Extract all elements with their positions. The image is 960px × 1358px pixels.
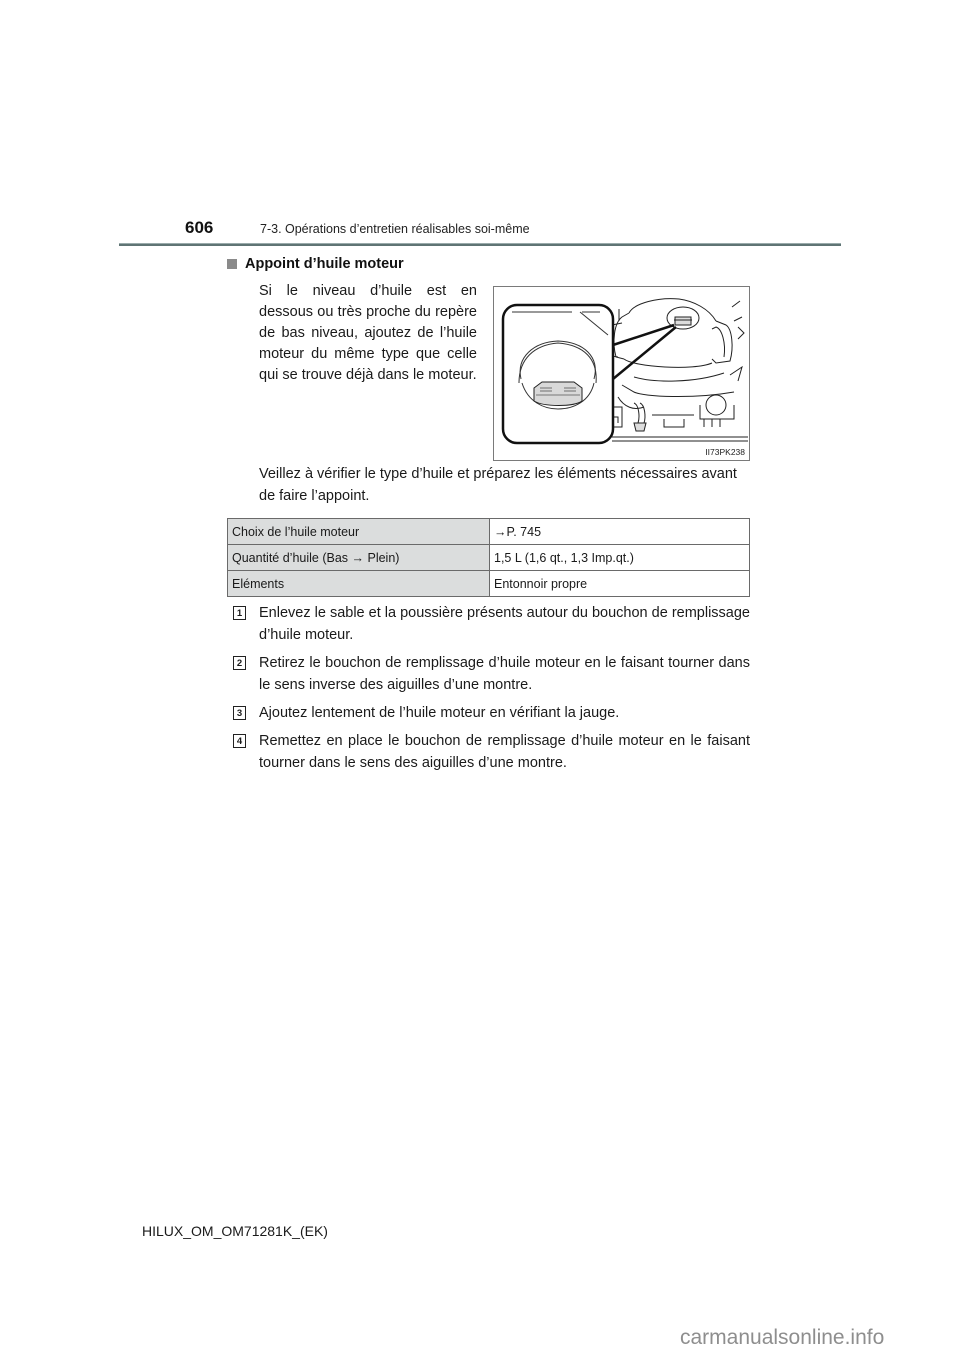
- step-text: Remettez en place le bouchon de remplissage d’huile moteur en le faisant tourner dans le sens des aiguilles d’une montre.: [259, 733, 750, 771]
- figure-code: II73PK238: [705, 447, 745, 457]
- steps-list: [233, 602, 750, 780]
- section-heading: [227, 256, 404, 272]
- table-key: Eléments: [228, 571, 490, 597]
- table-row: [228, 571, 750, 597]
- step-text: Retirez le bouchon de remplissage d’huile moteur en le faisant tourner dans le sens inverse des aiguilles d’une montre.: [259, 655, 750, 693]
- header-divider: [119, 243, 841, 246]
- table-row: [228, 519, 750, 545]
- engine-illustration: [493, 286, 750, 461]
- spec-table: [227, 518, 750, 597]
- intro-paragraph: Si le niveau d’huile est en dessous ou très proche du repère de bas niveau, ajoutez de l’huile moteur du même type que celle qui se trouve déjà dans le moteur.: [259, 283, 477, 383]
- step-item: [233, 602, 750, 646]
- table-row: [228, 545, 750, 571]
- preparation-paragraph: Veillez à vérifier le type d’huile et préparez les éléments nécessaires avant de faire l’appoint.: [259, 466, 737, 504]
- step-number-badge: 1: [233, 606, 246, 620]
- document-code: HILUX_OM_OM71281K_(EK): [142, 1223, 328, 1239]
- step-text: Enlevez le sable et la poussière présents autour du bouchon de remplissage d’huile moteur.: [259, 605, 750, 643]
- watermark: carmanualsonline.info: [680, 1326, 885, 1349]
- step-number-badge: 2: [233, 656, 246, 670]
- table-value: →P. 745: [490, 519, 750, 545]
- section-heading-text: Appoint d’huile moteur: [245, 256, 404, 272]
- engine-oil-cap-drawing-icon: [494, 287, 751, 462]
- section-title: 7-3. Opérations d’entretien réalisables soi-même: [260, 222, 530, 236]
- page-number: 606: [185, 218, 214, 237]
- table-value: Entonnoir propre: [490, 571, 750, 597]
- step-number-badge: 3: [233, 706, 246, 720]
- step-item: [233, 702, 750, 724]
- step-item: [233, 730, 750, 774]
- step-item: [233, 652, 750, 696]
- square-bullet-icon: [227, 259, 237, 269]
- step-number-badge: 4: [233, 734, 246, 748]
- table-key: Quantité d’huile (Bas → Plein): [228, 545, 490, 571]
- step-text: Ajoutez lentement de l’huile moteur en vérifiant la jauge.: [259, 705, 620, 721]
- table-value: 1,5 L (1,6 qt., 1,3 Imp.qt.): [490, 545, 750, 571]
- table-key: Choix de l’huile moteur: [228, 519, 490, 545]
